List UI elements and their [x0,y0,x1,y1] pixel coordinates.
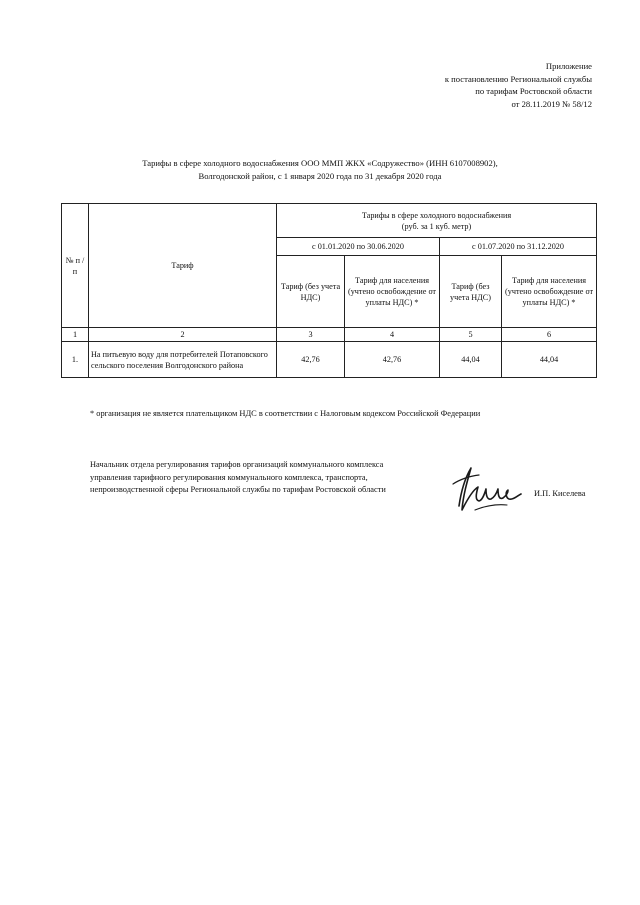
appendix-line-3: по тарифам Ростовской области [475,86,592,97]
appendix-line-1: Приложение [545,61,592,71]
header-period-1: с 01.01.2020 по 30.06.2020 [277,238,440,256]
title-line-1: Тарифы в сфере холодного водоснабжения ООО ММП ЖКХ «Содружество» (ИНН 6107008902), [142,158,498,168]
header-population-1: Тариф для населения (учтено освобождение от уплаты НДС) * [345,256,440,328]
header-group [277,204,597,238]
index-cell: 2 [89,328,277,342]
position-line-1: Начальник отдела регулирования тарифов организаций коммунального комплекса [90,460,384,469]
position-line-2: управления тарифного регулирования коммунального комплекса, транспорта, [90,472,368,482]
row-value-4: 44,04 [502,342,597,378]
tariff-table [61,203,597,378]
header-population-2: Тариф для населения (учтено освобождение от уплаты НДС) * [502,256,597,328]
header-tariff: Тариф [89,204,277,328]
table-row [62,342,597,378]
index-cell: 6 [502,328,597,342]
header-no-vat-2: Тариф (без учета НДС) [440,256,502,328]
appendix-header [445,60,592,110]
document-title [60,157,580,183]
row-value-1: 42,76 [277,342,345,378]
footnote: * организация не является плательщиком НДС в соответствии с Налоговым кодексом Российской Федерации [90,409,481,418]
header-group-line-1: Тарифы в сфере холодного водоснабжения [361,210,512,220]
row-num: 1. [62,342,89,378]
index-cell: 3 [277,328,345,342]
index-cell: 5 [440,328,502,342]
header-period-2: с 01.07.2020 по 31.12.2020 [440,238,597,256]
header-num: № п /п [62,204,89,328]
title-line-2: Волгодонской район, с 1 января 2020 года по 31 декабря 2020 года [198,170,442,181]
signatory-position [90,459,386,497]
handwritten-signature [445,462,525,517]
appendix-line-4: от 28.11.2019 № 58/12 [511,98,592,109]
header-no-vat-1: Тариф (без учета НДС) [277,256,345,328]
row-value-2: 42,76 [345,342,440,378]
signer-name: И.П. Киселева [534,489,586,498]
header-group-line-2: (руб. за 1 куб. метр) [401,221,472,231]
row-value-3: 44,04 [440,342,502,378]
index-cell: 4 [345,328,440,342]
position-line-3: непроизводственной сферы Региональной службы по тарифам Ростовской области [90,485,386,495]
row-name: На питьевую воду для потребителей Потаповского сельского поселения Волгодонского района [89,342,277,378]
appendix-line-2: к постановлению Региональной службы [444,73,592,84]
index-cell: 1 [62,328,89,342]
index-row [62,328,597,342]
